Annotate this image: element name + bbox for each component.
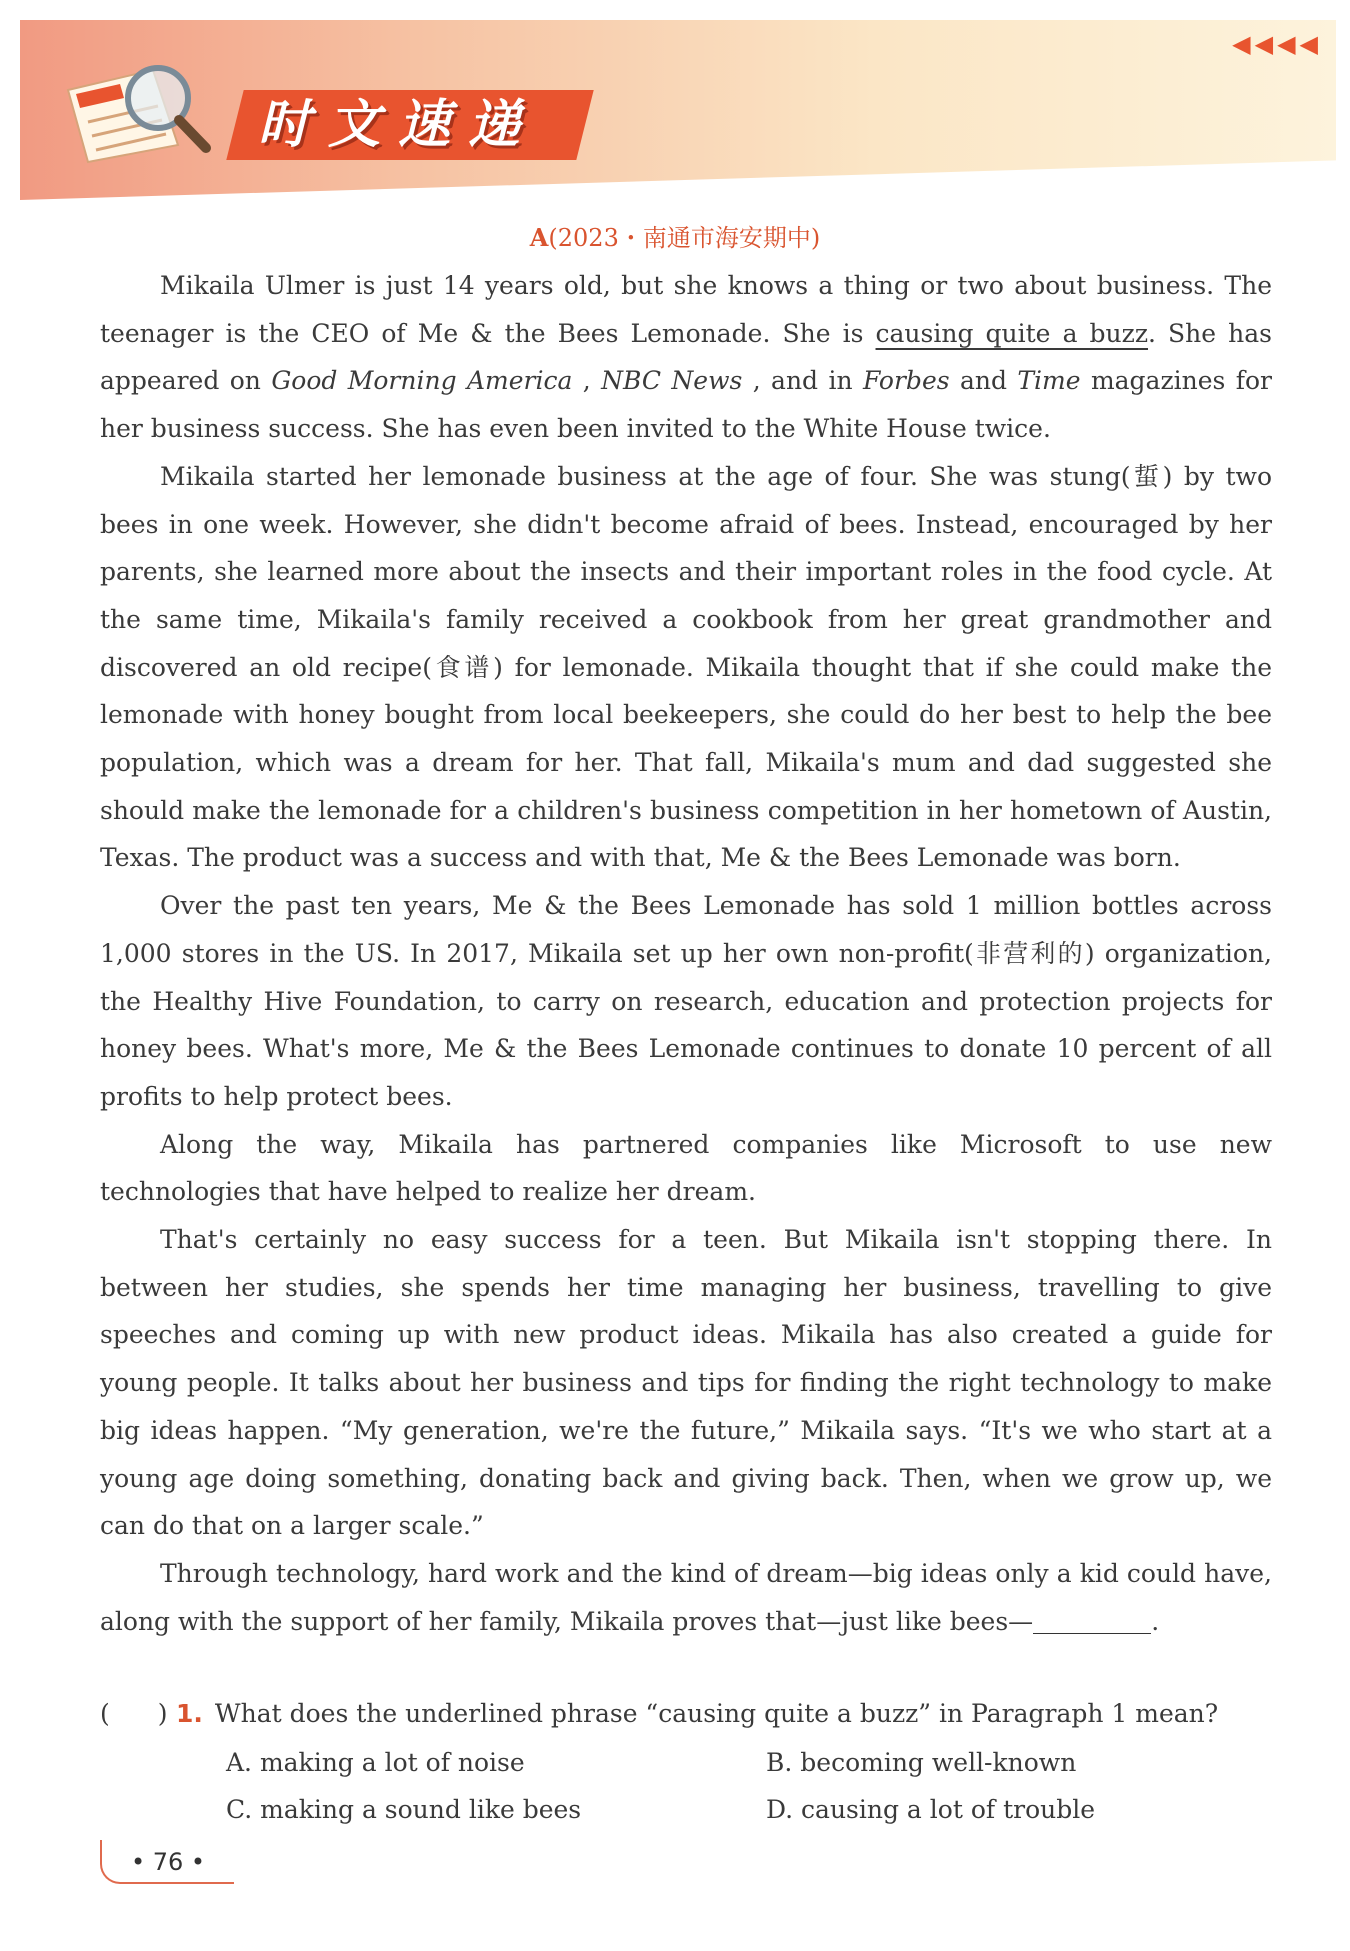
p1-sep: ,: [572, 366, 602, 396]
answer-blank[interactable]: [1033, 1608, 1151, 1634]
option-c[interactable]: C. making a sound like bees: [226, 1795, 582, 1824]
passage-body: [100, 262, 1272, 1645]
p1-text-d: magazines for her business success. She has even been invited to the White House twice.: [100, 366, 1273, 444]
p1-text-b: . She has appeared on: [100, 318, 1272, 396]
option-a[interactable]: A. making a lot of noise: [226, 1748, 525, 1777]
title-forbes: Forbes: [862, 366, 950, 396]
paragraph-5: That's certainly no easy success for a teen. But Mikaila isn't stopping there. In between her studies, she spends her time managing her business, travelling to give speeches and coming up with new product ideas. Mikaila has also created a guide for young people. It talks about her business and tips for finding the right technology to make big ideas happen. “My generation, we're the future,” Mikaila says. “It's we who start at a young age doing something, donating back and giving back. Then, when we grow up, we can do that on a larger scale.”: [100, 1225, 1272, 1541]
passage-heading: [0, 218, 1350, 253]
answer-options: [226, 1739, 1272, 1833]
arrow-left-icon: ◀◀◀◀: [1232, 30, 1322, 58]
paragraph-3: Over the past ten years, Me & the Bees Lemonade has sold 1 million bottles across 1,000 stores in the US. In 2017, Mikaila set up her own non-profit(非营利的) organization, the Healthy Hive Foundation, to carry on research, education and protection projects for honey bees. What's more, Me & the Bees Lemonade continues to donate 10 percent of all profits to help protect bees.: [100, 891, 1272, 1111]
passage-letter: A: [529, 223, 549, 252]
title-gma: Good Morning America: [271, 366, 573, 396]
p1-text-a: Mikaila Ulmer is just 14 years old, but she knows a thing or two about business. The teenager is the CEO of Me & the Bees Lemonade. She is: [100, 271, 1272, 348]
p1-text-c: , and in: [742, 366, 863, 396]
title-nbc: NBC News: [601, 366, 743, 396]
option-b[interactable]: B. becoming well-known: [766, 1748, 1077, 1777]
news-paper-icon: [58, 50, 218, 170]
passage-source: (2023・南通市海安期中): [548, 224, 821, 252]
page-number: • 76 •: [100, 1840, 234, 1884]
p6-text: Through technology, hard work and the kind of dream—big ideas only a kid could have, along with the support of her family, Mikaila proves that—just like bees—: [100, 1558, 1272, 1636]
question-text: What does the underlined phrase “causing quite a buzz” in Paragraph 1 mean?: [214, 1699, 1219, 1728]
p6-end: .: [1151, 1606, 1160, 1636]
p1-and: and: [949, 366, 1018, 396]
option-d[interactable]: D. causing a lot of trouble: [766, 1795, 1096, 1824]
underlined-phrase: causing quite a buzz: [875, 318, 1149, 348]
paragraph-2: Mikaila started her lemonade business at the age of four. She was stung(蜇) by two bees in one week. However, she didn't become afraid of bees. Instead, encouraged by her parents, she learned more about the insects and their important roles in the food cycle. At the same time, Mikaila's family received a cookbook from her great grandmother and discovered an old recipe(食谱) for lemonade. Mikaila thought that if she could make the lemonade with honey bought from local beekeepers, she could do her best to help the bee population, which was a dream for her. That fall, Mikaila's mum and dad suggested she should make the lemonade for a children's business competition in her hometown of Austin, Texas. The product was a success and with that, Me & the Bees Lemonade was born.: [100, 461, 1272, 873]
paragraph-4: Along the way, Mikaila has partnered companies like Microsoft to use new technologies that have helped to realize her dream.: [100, 1129, 1272, 1207]
title-time: Time: [1017, 366, 1081, 396]
paragraph-1: [100, 262, 1272, 453]
question-1: [100, 1690, 1272, 1833]
answer-bracket[interactable]: ( ): [100, 1699, 168, 1728]
paragraph-6: [100, 1550, 1272, 1645]
question-number: 1.: [176, 1699, 203, 1728]
section-title: 时文速递: [258, 95, 539, 155]
